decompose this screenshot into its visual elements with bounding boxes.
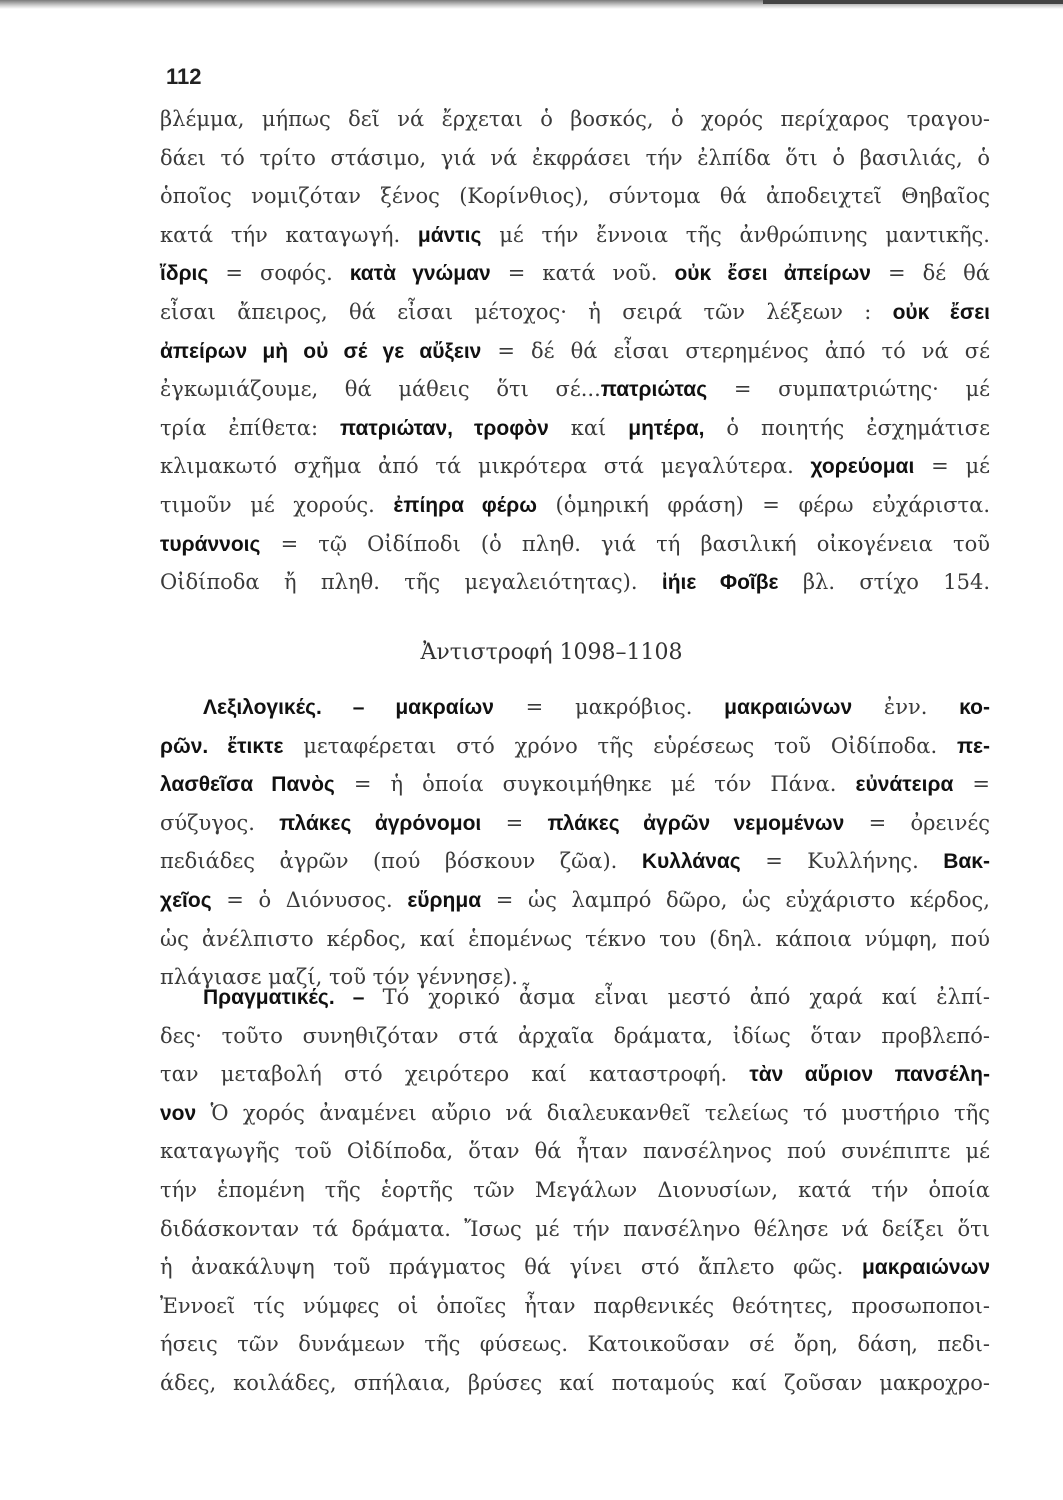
commentary-top-line (160, 332, 990, 371)
commentary-top-line (160, 254, 990, 293)
factual-line (160, 1132, 990, 1171)
bold-term: τὰν αὔριον πανσέλη- (749, 1063, 990, 1087)
commentary-top-line (160, 563, 990, 602)
commentary-top-line (160, 370, 990, 409)
commentary-top-line (160, 409, 990, 448)
commentary-top-line (160, 177, 990, 216)
text-run: σύζυγος. (160, 810, 280, 835)
text-run: διδάσκονταν τά δράματα. Ἴσως μέ τήν πανσέληνο θέλησε νά δείξει ὅτι (160, 1216, 990, 1241)
bold-term: ρῶν. (160, 734, 228, 758)
lexical-line (160, 881, 990, 920)
text-run: βλ. στίχο 154. (778, 570, 991, 595)
lexical-line (160, 804, 990, 843)
text-run: = σοφός. (208, 261, 350, 286)
text-run: ἡ ἀνακάλυψη τοῦ πράγματος θά γίνει στό ἄπλετο φῶς. (160, 1255, 862, 1280)
bold-term: εὐνάτειρα (855, 773, 954, 797)
bold-term: κατὰ γνώμαν (349, 262, 491, 286)
bold-term: πλάκες ἀγρόνομοι (279, 811, 482, 835)
text-run: ὡς ἀνέλπιστο κέρδος, καί ἑπομένως τέκνο του (δηλ. κάποια νύμφη, πού (160, 926, 990, 951)
commentary-top-line (160, 139, 990, 178)
bold-term: ἴδρις (160, 262, 209, 286)
lexical-line (203, 688, 990, 727)
bold-term: μακραιώνων (861, 1256, 990, 1280)
bold-term: οὐκ ἔσει (892, 300, 990, 324)
text-run: = κατά νοῦ. (490, 261, 675, 286)
factual-line (160, 978, 990, 1017)
section-heading: Ἀντιστροφή 1098–1108 (420, 640, 683, 665)
page-top-edge-dark (763, 0, 1063, 4)
text-run: = (481, 810, 548, 835)
text-run: μεταφέρεται στό χρόνο τῆς εὑρέσεως τοῦ Οἰδίποδα. (283, 733, 957, 758)
bold-term: χεῖος (160, 888, 212, 912)
text-run: (ὁμηρική φράση) = φέρω εὐχάριστα. (536, 492, 990, 517)
text-run: βλέμμα, μήπως δεῖ νά ἔρχεται ὁ βοσκός, ὁ χορός περίχαρος τραγου- (160, 107, 990, 131)
text-run: καταγωγῆς τοῦ Οἰδίποδα, ὅταν θά ἦταν πανσέληνος πού συνέπιπτε μέ (160, 1139, 990, 1164)
text-run: κατά τήν καταγωγή. (160, 222, 418, 247)
bold-term: κο- (959, 696, 990, 719)
text-run: τιμοῦν μέ χορούς. (160, 492, 394, 517)
bold-term: λασθεῖσα Πανὸς (160, 773, 335, 797)
bold-term: χορεύομαι (810, 455, 915, 479)
text-run: μέ τήν ἔννοια τῆς ἀνθρώπινης μαντικῆς. (481, 222, 990, 247)
text-run: ὁ ποιητής ἐσχημάτισε (704, 415, 990, 440)
text-run: = ὡς λαμπρό δῶρο, ὡς εὐχάριστο κέρδος, (481, 887, 990, 912)
text-run: κλιμακωτό σχῆμα ἀπό τά μικρότερα στά μεγαλύτερα. (160, 454, 811, 479)
commentary-top-line (160, 525, 990, 564)
bold-term: μακραίων (395, 696, 494, 719)
bold-term: νον (160, 1101, 197, 1125)
lexical-line (160, 842, 990, 881)
factual-line (160, 1094, 990, 1133)
text-run: Ὁ χορός ἀναμένει αὔριο νά διαλευκανθεῖ τελείως τό μυστήριο τῆς (196, 1100, 990, 1125)
commentary-top-line (160, 216, 990, 255)
text-run: Οἰδίποδα ἤ πληθ. τῆς μεγαλειότητας). (160, 570, 662, 595)
factual-line (160, 1017, 990, 1056)
text-run: = (953, 772, 990, 797)
commentary-top-line (160, 293, 990, 332)
commentary-top-line (160, 486, 990, 525)
text-run: δάει τό τρίτο στάσιμο, γιά νά ἐκφράσει τήν ἐλπίδα ὅτι ὁ βασιλιάς, ὁ (160, 145, 990, 170)
bold-term: Κυλλάνας (641, 850, 741, 874)
bold-term: ἀπείρων μὴ οὐ σέ γε αὔξειν (160, 339, 482, 363)
factual-line (160, 1171, 990, 1210)
bold-term: οὐκ ἔσει ἀπείρων (674, 262, 871, 286)
lexical-line (160, 765, 990, 804)
factual-notes-block (160, 978, 990, 1403)
bold-term: Βακ- (943, 850, 991, 874)
factual-line (160, 1325, 990, 1364)
factual-line (160, 1210, 990, 1249)
text-run: = μέ (914, 454, 990, 479)
bold-term: μάντις (417, 223, 482, 247)
bold-term: πλάκες ἀγρῶν νεμομένων (547, 811, 845, 835)
text-run: καί (548, 415, 629, 440)
text-run: ἐγκωμιάζουμε, θά μάθεις ὅτι σέ... (160, 377, 601, 402)
bold-term: πατριώτας (600, 378, 708, 402)
text-run: = ὀρεινές (844, 810, 990, 835)
text-run: ὁποῖος νομιζόταν ξένος (Κορίνθιος), σύντομα θά ἀποδειχτεῖ Θηβαῖος (160, 184, 990, 209)
factual-line (160, 1248, 990, 1287)
commentary-top-line (160, 447, 990, 486)
bold-term: ἰήιε Φοῖβε (661, 571, 779, 595)
text-run: = τῷ Οἰδίποδι (ὁ πληθ. γιά τή βασιλική οἰκογένεια τοῦ (260, 531, 990, 556)
bold-term: ἔτικτε (227, 734, 284, 758)
factual-line (160, 1055, 990, 1094)
text-run: εἶσαι ἄπειρος, θά εἶσαι μέτοχος· ἡ σειρά τῶν λέξεων : (160, 299, 893, 324)
text-run: Ἐννοεῖ τίς νύμφες οἱ ὁποῖες ἦταν παρθενικές θεότητες, προσωποποι- (160, 1293, 990, 1318)
lexical-line (160, 920, 990, 959)
factual-line (160, 1287, 990, 1326)
page-number: 112 (166, 64, 202, 89)
text-run: Τό χορικό ἆσμα εἶναι μεστό ἀπό χαρά καί ἐλπί- (382, 985, 991, 1009)
bold-term: μακραιώνων (724, 696, 853, 719)
text-run: ταν μεταβολή στό χειρότερο καί καταστροφή. (160, 1062, 750, 1087)
bold-term: πε- (956, 734, 990, 758)
text-run: άδες, κοιλάδες, σπήλαια, βρύσες καί ποταμούς καί ζοῦσαν μακροχρο- (160, 1370, 990, 1395)
bold-term: Λεξιλογικές. – (203, 696, 396, 719)
text-run: τρία ἐπίθετα: (160, 415, 340, 440)
bold-term: πατριώταν, τροφὸν (339, 416, 549, 440)
text-run: = Κυλλήνης. (740, 849, 944, 874)
text-run: πεδιάδες ἀγρῶν (πού βόσκουν ζῶα). (160, 849, 642, 874)
text-run: δες· τοῦτο συνηθιζόταν στά ἀρχαῖα δράματα, ἰδίως ὅταν προβλεπό- (160, 1023, 990, 1048)
text-run: = ἡ ὁποία συγκοιμήθηκε μέ τόν Πάνα. (334, 772, 856, 797)
lexical-line (160, 727, 990, 766)
text-run: = συμπατριώτης· μέ (707, 377, 990, 402)
bold-term: μητέρα, (628, 416, 705, 440)
text-run: = μακρόβιος. (493, 695, 725, 719)
bold-term: ἐπίηρα φέρω (393, 493, 537, 517)
text-run: ήσεις τῶν δυνάμεων τῆς φύσεως. Κατοικοῦσαν σέ ὄρη, δάση, πεδι- (160, 1332, 990, 1357)
text-run: = δέ θά εἶσαι στερημένος ἀπό τό νά σέ (481, 338, 990, 363)
commentary-top-block (160, 100, 990, 602)
text-run: πλάγιασε μαζί, τοῦ τόν γέννησε). (160, 965, 518, 990)
text-run: τήν ἑπομένη τῆς ἑορτῆς τῶν Μεγάλων Διονυσίων, κατά τήν ὁποία (160, 1177, 990, 1202)
text-run: = ὁ Διόνυσος. (211, 887, 408, 912)
factual-line (160, 1364, 990, 1403)
bold-term: τυράννοις (160, 532, 261, 556)
bold-term: εὕρημα (407, 888, 482, 912)
bold-term: Πραγματικές. – (203, 986, 383, 1009)
commentary-top-line (160, 100, 990, 139)
text-run: ἐνν. (852, 695, 960, 719)
text-run: = δέ θά (870, 261, 990, 286)
